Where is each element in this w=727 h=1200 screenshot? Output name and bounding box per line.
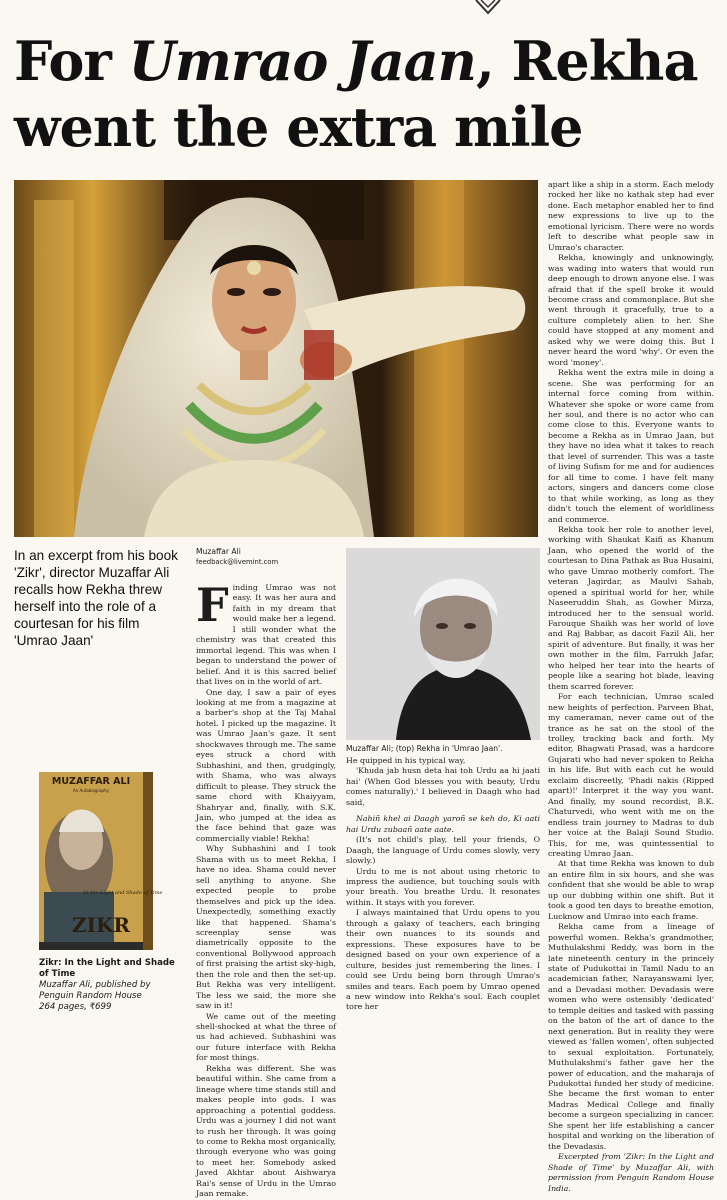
book-cover-subtitle: An Autobiography: [72, 788, 110, 793]
paragraph: (It's not child's play, tell your friends, O Daagh, the language of Urdu comes slowly, very slowly.): [346, 835, 540, 866]
excerpt-credit: Excerpted from 'Zikr: In the Light and Shade of Time' by Muzaffar Ali, with permission from Penguin Random House India.: [548, 1152, 714, 1193]
book-caption: [39, 958, 179, 1013]
ornament-icon: [474, 0, 502, 16]
rekha-photo: [14, 180, 538, 537]
body-column-3: [548, 180, 714, 1193]
urdu-couplet: Nahiñ khel ai Daagh yaroñ se keh do, Ki aati hai Urdu zubaañ aate aate.: [346, 814, 540, 834]
drop-cap: F: [196, 578, 229, 632]
body-column-2: [346, 756, 540, 1019]
paragraph: Urdu to me is not about using rhetoric to impress the audience, but touching souls with your breath. You breathe Urdu. It resonates within. It stays with you forever.: [346, 866, 540, 907]
paragraph: At that time Rekha was known to dub an entire film in six hours, and she was confident that she would be able to wrap up our dubbing within one shift. But it took a good ten days to breathe emotion, Lucknow and Umrao into each frame.: [548, 859, 714, 921]
paragraph: 'Khuda jab husn deta hai toh Urdu aa hi jaati hai' (When God blesses you with beauty, Urdu comes naturally).' I believed in Daagh who had said,: [346, 766, 540, 807]
book-caption-author: Muzaffar Ali, published by Penguin Random House: [39, 980, 151, 1001]
paragraph: For each technician, Umrao scaled new heights of perfection. Parveen Bhat, my cameraman, never came out of the trance as he sat on the stool of the trolley, tracking back and forth. My editor, Bhagwati Prasad, was a hardcore Gujarati who had never spoken to Rekha in his life. But with each cut he would exclaim discreetly, 'Phadi nakis (Ripped apart)!' Interpret it the way you want. And finally, my sound recordist, B.K. Chaturvedi, who went with me on the endless train journey to Madras to dub her voice at the Balaji Sound Studio. This, for me, was quintessential to creating Umrao Jaan.: [548, 692, 714, 858]
body-column-1: [196, 578, 336, 1199]
byline-email[interactable]: feedback@livemint.com: [196, 558, 279, 566]
book-cover-title: ZIKR: [72, 913, 130, 937]
paragraph: I always maintained that Urdu opens to you through a galaxy of teachers, each bringing their own nuances to its sounds and expressions. These exposures have to be designed based on your own experience of a culture, besides just remembering the lines. I could see Urdu being born through Umrao's smiles and tears. Each poem by Umrao opened a new window into Rekha's soul. Each couplet tore her: [346, 908, 540, 1012]
book-cover: [39, 772, 163, 950]
paragraph: Rekha came from a lineage of powerful women. Rekha's grandmother, Muthulakshmi Reddy, was born in the late nineteenth century in the princely state of Pudukottai in Tamil Nadu to an academician father, Narayanswami Iyer, and a Devadasi mother. Devadasis were women who were ostensibly 'dedicated' to temple deities and tasked with passing on the baton of the art of dance to the next generation. But in reality they were viewed as 'fallen women', often subjected to sexual exploitation. Fortunately, Muthulakshmi's father gave her the power of education, and the maharaja of Pudukottai funded her study of medicine. She became the first woman to enter Madras Medical College and finally become a surgeon specializing in cancer. She spent her life establishing a cancer hospital and working on the liberation of the Devadasis.: [548, 922, 714, 1151]
paragraph: We came out of the meeting shell-shocked at what the three of us had achieved. Subhashini was our future interface with Rekha for most things.: [196, 1011, 336, 1063]
byline: [196, 547, 278, 567]
paragraph: Why Subhashini and I took Shama with us to meet Rekha, I have no idea. Shama could never sell anything to anyone. She expected people to probe themselves and pick up the idea. Unexpectedly, something exactly like that happened. Shama's screenplay sense was diametrically opposite to the conventional Bollywood approach of first praising the artist sky-high, then the role and then the set-up. But Rekha was very intelligent. The less we said, the more she saw in it!: [196, 844, 336, 1011]
book-cover-author: MUZAFFAR ALI: [51, 776, 131, 787]
photo-caption: Muzaffar Ali; (top) Rekha in 'Umrao Jaan'.: [346, 744, 503, 753]
paragraph: Rekha took her role to another level, working with Shaukat Kaifi as Khanum Jaan, who opened the world of the courtesan to Dina Pathak as Bua Husaini, who gave Umrao motherly comfort. The veteran Jagirdar, as Maulvi Sahab, opened a spiritual world for her, while Naseeruddin Shah, as Gowher Mirza, introduced her to the sensual world. Farouque Shaikh was her world of love and Raj Babbar, as dacoit Fazil Ali, her spirit of adventure. But finally, it was her own mother in the film, Farrukh Jafar, who helped her tear into the hearts of people like a searing hot blade, leaving them scarred forever.: [548, 524, 714, 691]
paragraph: inding Umrao was not easy. It was her aura and faith in my dream that would make her a legend. I still wonder what the chemistry was that created this immortal legend. This was when I began to understand the power of belief. And it is this sacred belief that lives on in the world of art.: [196, 583, 336, 687]
headline-italic: Umrao Jaan: [128, 29, 476, 93]
byline-author: Muzaffar Ali: [196, 547, 241, 556]
paragraph: Rekha was different. She was beautiful within. She came from a lineage where time stands still and makes people into gods. I was approaching a potential goddess. Urdu was a journey I did not want to rush her through. It was going to come to Rekha most organically, through everyone who was going to meet her. Somebody asked Javed Akhtar about Aishwarya Rai's sense of Urdu in the Umrao Jaan remake.: [196, 1063, 336, 1199]
paragraph: One day, I saw a pair of eyes looking at me from a magazine at a barber's shop at the Taj Mahal hotel. I picked up the magazine. It was Umrao Jaan's gaze. It sent shockwaves through me. The same eyes struck a chord with Subhashini, and then, grudgingly, with Shama, who was always difficult to please. They struck the same chord with Khaiyyam, Shahryar and, finally, with S.K. Jain, who jumped at the idea as the face behind that gaze was commercially viable! Rekha!: [196, 687, 336, 843]
paragraph: He quipped in his typical way,: [346, 756, 466, 765]
book-cover-tagline: In the Light and Shade of Time: [83, 890, 163, 896]
book-caption-details: 264 pages, ₹699: [39, 1002, 112, 1012]
paragraph: apart like a ship in a storm. Each melody rocked her like no kathak step had ever done. Each metaphor enabled her to find new expressions to live up to the emotional lyricism. There were no words left to describe what people saw in Umrao's character.: [548, 180, 714, 252]
muzaffar-ali-photo: [346, 548, 540, 740]
book-caption-title: Zikr: In the Light and Shade of Time: [39, 958, 175, 979]
headline-part1: For: [14, 29, 129, 93]
paragraph: Rekha went the extra mile in doing a scene. She was performing for an internal force coming from within. Whatever she spoke or wore came from her soul, and there is no actor who can come close to this. Everyone wants to become a Rekha as in Umrao Jaan, but they have no idea what it takes to reach that level of surrender. This was a taste of living Sufism for me and for audiences for all time to come. I have felt many actors, singers and dancers come close to that while working, as long as they didn't touch the element of worldliness and commerce.: [548, 368, 714, 524]
headline-part2: , Rekha went the extra mile: [14, 29, 698, 159]
headline: [14, 28, 714, 160]
paragraph: Rekha, knowingly and unknowingly, was wading into waters that would run deep enough to drown anyone else. I was afraid that if the spell broke it would become crass and commonplace. But she went through it gracefully, true to a culture completely alien to her. She could have stopped at any moment and asked why we were doing this. But I never heard the word 'why'. Or even the word 'money'.: [548, 253, 714, 367]
standfirst: In an excerpt from his book 'Zikr', director Muzaffar Ali recalls how Rekha threw herself into the role of a courtesan for his film 'Umrao Jaan': [14, 548, 178, 648]
